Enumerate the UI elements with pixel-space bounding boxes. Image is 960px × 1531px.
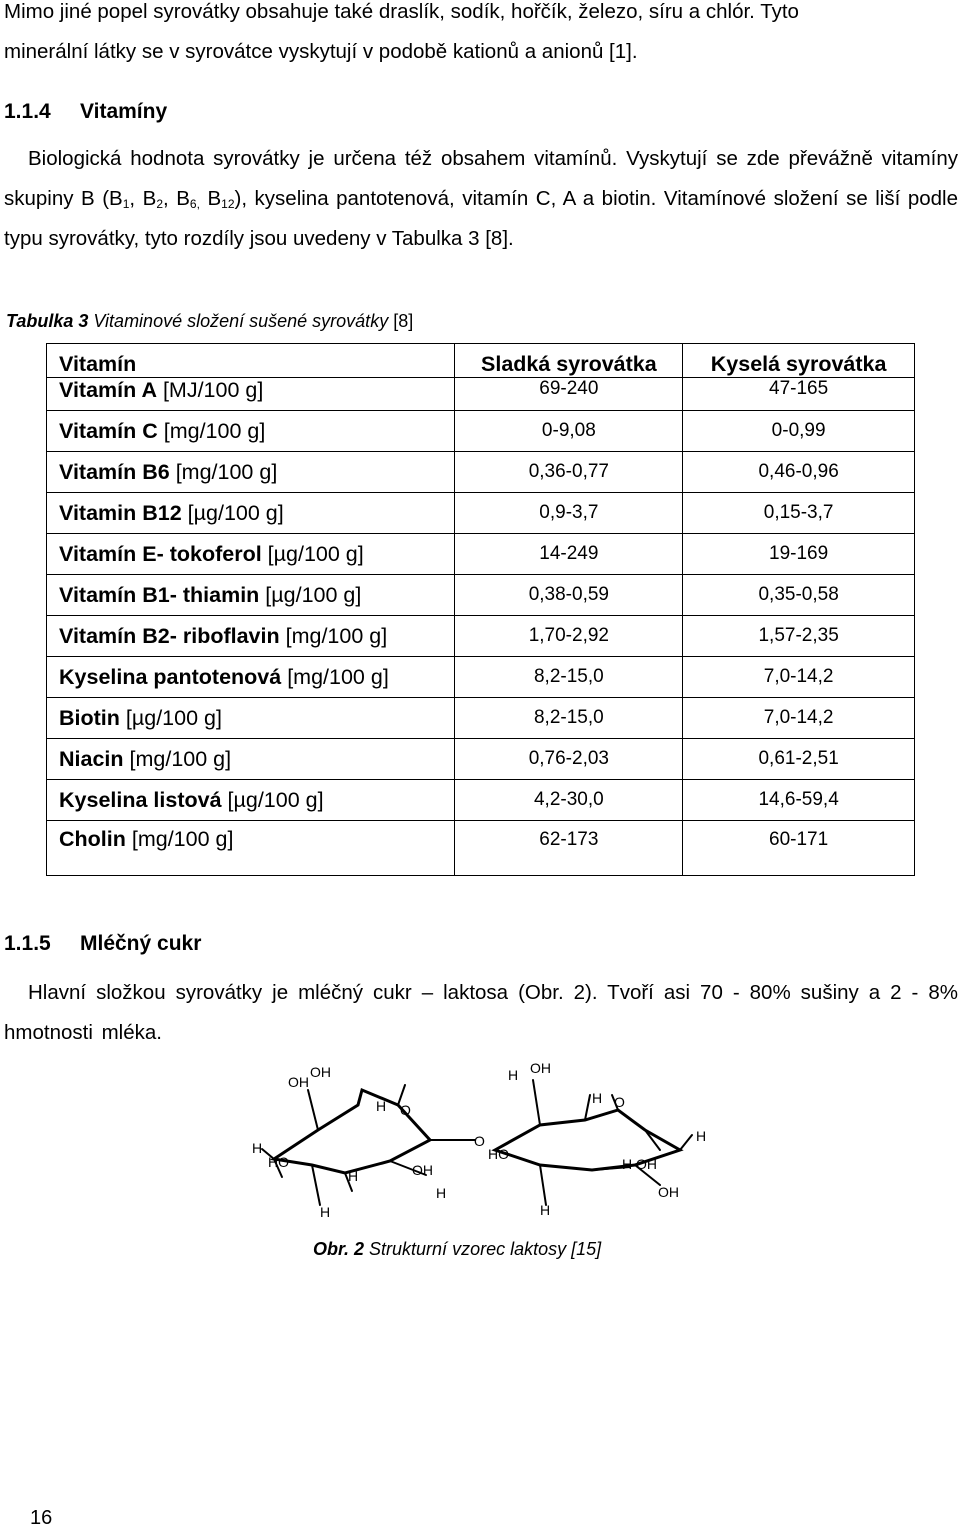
acid-whey-value: 0,15-3,7 <box>683 493 915 534</box>
vitamin-name-cell <box>47 698 455 739</box>
atom-o-2: O <box>614 1094 625 1110</box>
mlecny-cukr-paragraph: Hlavní složkou syrovátky je mléčný cukr – laktosa (Obr. 2). Tvoří asi 70 - 80% sušiny a 2 - 8% hmotnosti mléka. <box>4 981 958 1044</box>
section-number: 1.1.5 <box>4 932 51 955</box>
atom-oh-2: OH <box>310 1064 331 1080</box>
table-header-row <box>47 344 915 378</box>
table-row <box>47 378 915 411</box>
acid-whey-value: 47-165 <box>683 378 915 411</box>
vitamin-name-cell <box>47 780 455 821</box>
table-row <box>47 657 915 698</box>
atom-o-1: O <box>400 1102 411 1118</box>
vitamin-unit: [µg/100 g] <box>259 582 362 607</box>
sweet-whey-value: 0,76-2,03 <box>455 739 683 780</box>
sweet-whey-value: 8,2-15,0 <box>455 698 683 739</box>
vitamin-name-cell <box>47 452 455 493</box>
acid-whey-value: 0,61-2,51 <box>683 739 915 780</box>
atom-h-8: H <box>622 1156 633 1172</box>
sweet-whey-value: 0,38-0,59 <box>455 575 683 616</box>
vitamin-unit: [mg/100 g] <box>123 746 232 771</box>
atom-h-9: H <box>696 1128 707 1144</box>
vitamin-table <box>46 343 915 876</box>
header-acid-whey: Kyselá syrovátka <box>683 344 915 378</box>
vitamin-unit: [mg/100 g] <box>169 459 278 484</box>
acid-whey-value: 0,46-0,96 <box>683 452 915 493</box>
atom-h-2: H <box>376 1098 387 1114</box>
atom-h-10: H <box>540 1202 551 1218</box>
sweet-whey-value: 69-240 <box>455 378 683 411</box>
acid-whey-value: 1,57-2,35 <box>683 616 915 657</box>
table-row <box>47 452 915 493</box>
figure-caption-label: Obr. 2 <box>313 1239 365 1259</box>
vitamin-name: Biotin <box>59 705 120 730</box>
sweet-whey-value: 8,2-15,0 <box>455 657 683 698</box>
vitamin-name: Cholin <box>59 827 126 851</box>
vitamin-name-cell <box>47 616 455 657</box>
section-title: Vitamíny <box>80 100 168 123</box>
intro-line-2: minerální látky se v syrovátce vyskytují v podobě kationů a anionů [1]. <box>4 40 638 63</box>
atom-h-3: H <box>348 1168 359 1184</box>
figure-caption-text: Strukturní vzorec laktosy [15] <box>364 1239 602 1259</box>
vitamin-name-cell <box>47 411 455 452</box>
vitamin-name-cell <box>47 493 455 534</box>
atom-oh-1: OH <box>288 1074 309 1090</box>
vitamin-name-cell <box>47 821 455 876</box>
sweet-whey-value: 62-173 <box>455 821 683 876</box>
vitamin-unit: [µg/100 g] <box>119 705 222 730</box>
atom-h-5: H <box>320 1204 331 1220</box>
sweet-whey-value: 0,9-3,7 <box>455 493 683 534</box>
sweet-whey-value: 14-249 <box>455 534 683 575</box>
vitamin-name: Kyselina listová <box>59 787 222 812</box>
vitamin-name: Kyselina pantotenová <box>59 664 282 689</box>
header-vitamin: Vitamín <box>47 344 455 378</box>
atom-oh-3: OH <box>412 1162 433 1178</box>
section-number: 1.1.4 <box>4 100 51 123</box>
vitamin-name: Vitamin B12 <box>59 500 182 525</box>
vitamin-name-cell <box>47 657 455 698</box>
acid-whey-value: 60-171 <box>683 821 915 876</box>
vitamin-name-cell <box>47 378 455 411</box>
vitamin-unit: [mg/100 g] <box>125 827 234 851</box>
table-caption-text: Vitaminové složení sušené syrovátky <box>88 311 389 331</box>
vitamin-unit: [µg/100 g] <box>181 500 284 525</box>
sweet-whey-value: 0,36-0,77 <box>455 452 683 493</box>
header-sweet-whey: Sladká syrovátka <box>455 344 683 378</box>
lactose-structure-figure <box>240 1055 712 1225</box>
atom-oh-6: OH <box>658 1184 679 1200</box>
intro-paragraph <box>4 0 958 72</box>
atom-h-7: H <box>592 1090 603 1106</box>
acid-whey-value: 7,0-14,2 <box>683 698 915 739</box>
table-caption-ref: [8] <box>388 311 414 331</box>
page-number: 16 <box>30 1507 53 1529</box>
vitamin-name: Vitamín C <box>59 418 158 443</box>
sweet-whey-value: 1,70-2,92 <box>455 616 683 657</box>
vitamin-name: Vitamín E- tokoferol <box>59 541 262 566</box>
section-heading-vitaminy <box>4 100 167 124</box>
vitamin-name-cell <box>47 534 455 575</box>
atom-o-bridge: O <box>474 1133 485 1149</box>
acid-whey-value: 14,6-59,4 <box>683 780 915 821</box>
vitamin-name: Vitamín B2- riboflavin <box>59 623 280 648</box>
atom-ho-1: HO <box>268 1154 289 1170</box>
table-body <box>47 378 915 876</box>
atom-h-4: H <box>436 1185 447 1201</box>
table-row <box>47 780 915 821</box>
vitamin-unit: [mg/100 g] <box>279 623 388 648</box>
table-row <box>47 616 915 657</box>
acid-whey-value: 0-0,99 <box>683 411 915 452</box>
vitamin-name-cell <box>47 739 455 780</box>
table-row <box>47 698 915 739</box>
atom-h-6: H <box>508 1067 519 1083</box>
table-caption-label: Tabulka 3 <box>6 311 89 331</box>
atom-oh-4: OH <box>530 1060 551 1076</box>
table-row <box>47 493 915 534</box>
vitamin-unit: [mg/100 g] <box>157 418 266 443</box>
table-row <box>47 739 915 780</box>
vitamin-name: Niacin <box>59 746 124 771</box>
vitamin-name: Vitamín B1- thiamin <box>59 582 260 607</box>
vitamin-name: Vitamín B6 <box>59 459 170 484</box>
table-caption <box>6 311 413 332</box>
intro-line-1: Mimo jiné popel syrovátky obsahuje také draslík, sodík, hořčík, železo, síru a chlór. Tyto <box>4 0 799 23</box>
table-row <box>47 821 915 876</box>
sweet-whey-value: 0-9,08 <box>455 411 683 452</box>
vitamin-unit: [mg/100 g] <box>281 664 389 689</box>
vitaminy-paragraph: Biologická hodnota syrovátky je určena též obsahem vitamínů. Vyskytují se zde převážně vitamíny skupiny B ($B_1$, $B_2$, $B_{6,}$ $B_{12}$), kyselina pantotenová, vitamín C, A a biotin. Vitamínové složení se liší podle typu syrovátky, tyto rozdíly jsou uvedeny v Tabulka 3 [8]. <box>4 147 958 250</box>
sweet-whey-value: 4,2-30,0 <box>455 780 683 821</box>
vitamin-unit: [µg/100 g] <box>261 541 364 566</box>
acid-whey-value: 0,35-0,58 <box>683 575 915 616</box>
acid-whey-value: 19-169 <box>683 534 915 575</box>
section-title: Mléčný cukr <box>80 932 202 955</box>
section-heading-mlecny-cukr <box>4 932 201 956</box>
vitamin-name: Vitamín A <box>59 378 157 402</box>
atom-ho-2: HO <box>488 1146 509 1162</box>
atom-h-1: H <box>252 1140 263 1156</box>
acid-whey-value: 7,0-14,2 <box>683 657 915 698</box>
vitamin-unit: [µg/100 g] <box>221 787 324 812</box>
vitamin-name-cell <box>47 575 455 616</box>
table-row <box>47 575 915 616</box>
vitamin-unit: [MJ/100 g] <box>156 378 264 402</box>
table-row <box>47 411 915 452</box>
atom-oh-5: OH <box>636 1156 657 1172</box>
table-row <box>47 534 915 575</box>
figure-caption <box>313 1239 601 1260</box>
